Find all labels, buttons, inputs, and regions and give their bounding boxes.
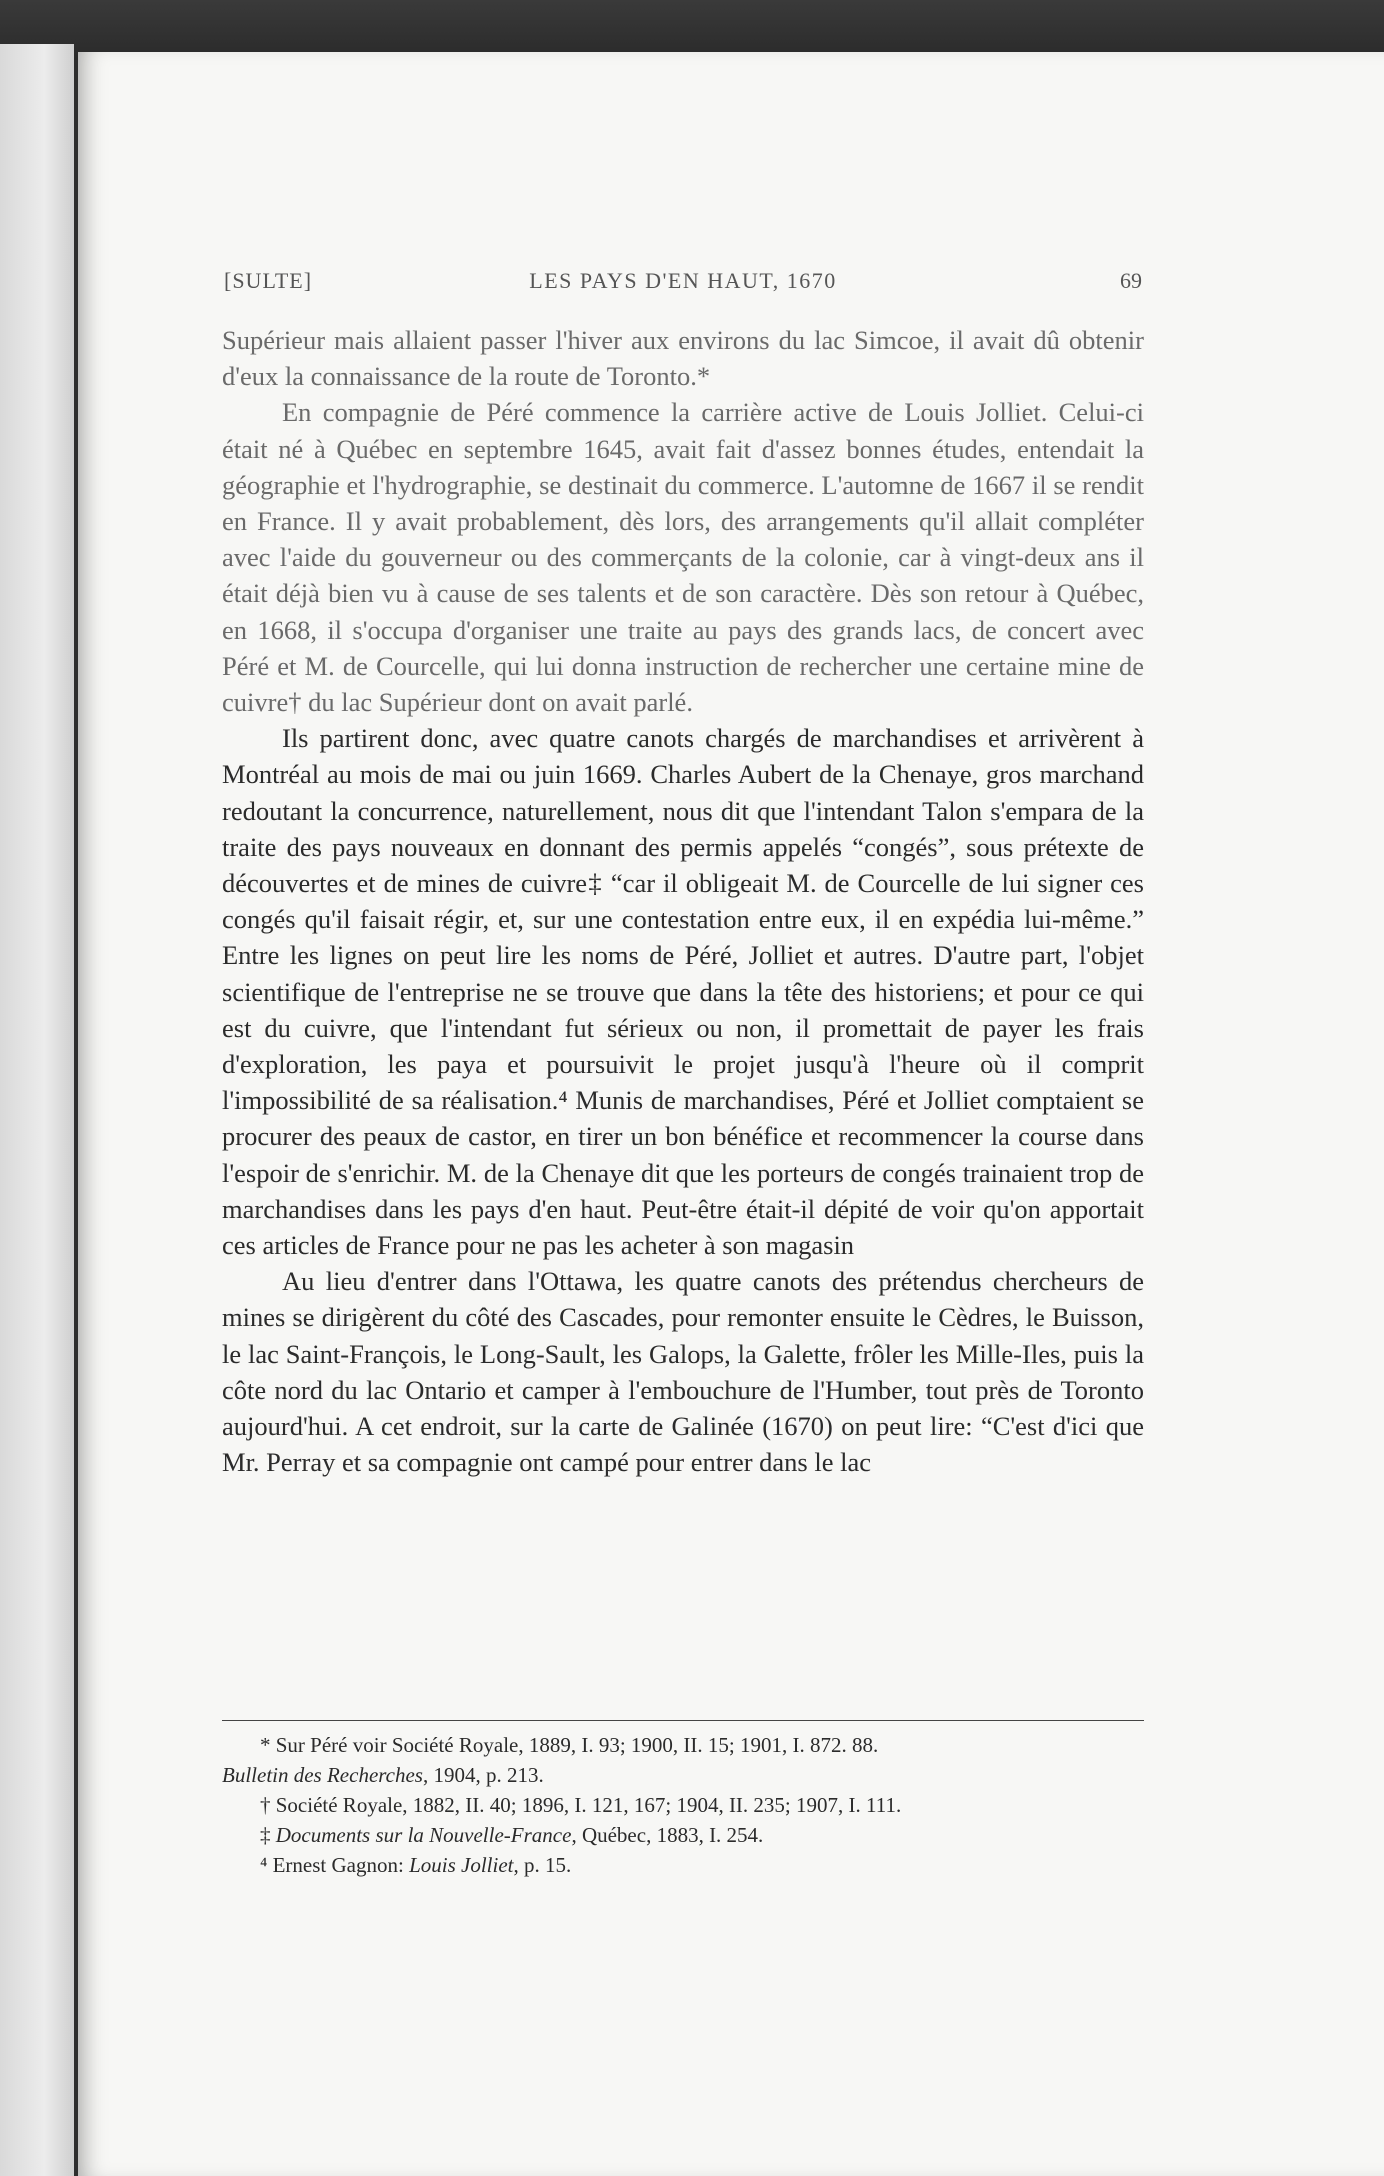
footnote-2-text: Société Royale, 1882, II. 40; 1896, I. 121, 167; 1904, II. 235; 1907, I. 111. [275,1793,902,1817]
footnote-4-italic: Louis Jolliet [409,1853,514,1877]
footnote-1-italic: Bulletin des Recherches [222,1763,423,1787]
paragraph-4: Au lieu d'entrer dans l'Ottawa, les quatre canots des prétendus chercheurs de mines se dirigèrent du côté des Cascades, pour remonter ensuite le Cèdres, le Buisson, le lac Saint-François, le Long-Sault, les Galops, la Galette, frôler les Mille-Iles, puis la côte nord du lac Ontario et camper à l'embouchure de l'Humber, tout près de Toronto aujourd'hui. A cet endroit, sur la carte de Galinée (1670) on peut lire: “C'est d'ici que Mr. Perray et sa compagnie ont campé pour entrer dans le lac [222,1266,1144,1478]
footnote-1-continuation [222,1760,1144,1790]
footnote-1-mark: * [260,1733,271,1757]
footnote-2 [222,1790,1144,1820]
footnote-4 [222,1850,1144,1880]
footnote-1 [222,1730,1144,1760]
footnote-4-text: Ernest Gagnon: [272,1853,410,1877]
footnote-rule [222,1720,1144,1721]
header-author: [SULTE] [224,268,313,293]
footnote-3 [222,1820,1144,1850]
footnote-3-mark: ‡ [260,1823,271,1847]
header-title: LES PAYS D'EN HAUT, 1670 [529,268,837,293]
scan-background [0,0,1384,60]
footnote-2-mark: † [260,1793,271,1817]
footnote-1-text: Sur Péré voir Société Royale, 1889, I. 93; 1900, II. 15; 1901, I. 872. 88. [275,1733,879,1757]
paragraph-1: Supérieur mais allaient passer l'hiver aux environs du lac Simcoe, il avait dû obtenir d'eux la connaissance de la route de Toronto.* [222,325,1144,392]
footnotes [222,1730,1144,1880]
paragraph-3: Ils partirent donc, avec quatre canots chargés de marchandises et arrivèrent à Montréal au mois de mai ou juin 1669. Charles Aubert de la Chenaye, gros marchand redoutant la concurrence, naturellement, nous dit que l'intendant Talon s'empara de la traite des pays nouveaux en donnant des permis appelés “congés”, sous prétexte de découvertes et de mines de cuivre‡ “car il obligeait M. de Courcelle de lui signer ces congés qu'il faisait régir, et, sur une contestation entre eux, il en expédia lui-même.” Entre les lignes on peut lire les noms de Péré, Jolliet et autres. D'autre part, l'objet scientifique de l'entreprise ne se trouve que dans la tête des historiens; et pour ce qui est du cuivre, que l'intendant fut sérieux ou non, il promettait de payer les frais d'exploration, les paya et poursuivit le projet jusqu'à l'heure où il comprit l'impossibilité de sa réalisation.⁴ Munis de marchandises, Péré et Jolliet comptaient se procurer des peaux de castor, en tirer un bon bénéfice et recommencer la course dans l'espoir de s'enrichir. M. de la Chenaye dit que les porteurs de congés trainaient trop de marchandises dans les pays d'en haut. Peut-être était-il dépité de voir qu'on apportait ces articles de France pour ne pas les acheter à son magasin [222,723,1144,1261]
footnote-3-rest: , Québec, 1883, I. 254. [571,1823,764,1847]
previous-page-edge [0,44,74,2176]
footnote-1-rest: , 1904, p. 213. [422,1763,544,1787]
body-text [222,322,1144,1481]
footnote-4-mark: ⁴ [260,1853,268,1877]
footnote-4-rest: , p. 15. [513,1853,572,1877]
running-header [224,268,1142,304]
footnote-3-italic: Documents sur la Nouvelle-France [275,1823,572,1847]
paragraph-2: En compagnie de Péré commence la carrière active de Louis Jolliet. Celui-ci était né à Québec en septembre 1645, avait fait d'assez bonnes études, entendait la géographie et l'hydrographie, se destinait du commerce. L'automne de 1667 il se rendit en France. Il y avait probablement, dès lors, des arrangements qu'il allait compléter avec l'aide du gouverneur ou des commerçants de la colonie, car à vingt-deux ans il était déjà bien vu à cause de ses talents et de son caractère. Dès son retour à Québec, en 1668, il s'occupa d'organiser une traite au pays des grands lacs, de concert avec Péré et M. de Courcelle, qui lui donna instruction de rechercher une certaine mine de cuivre† du lac Supérieur dont on avait parlé. [222,397,1144,718]
page-number: 69 [1120,268,1142,293]
